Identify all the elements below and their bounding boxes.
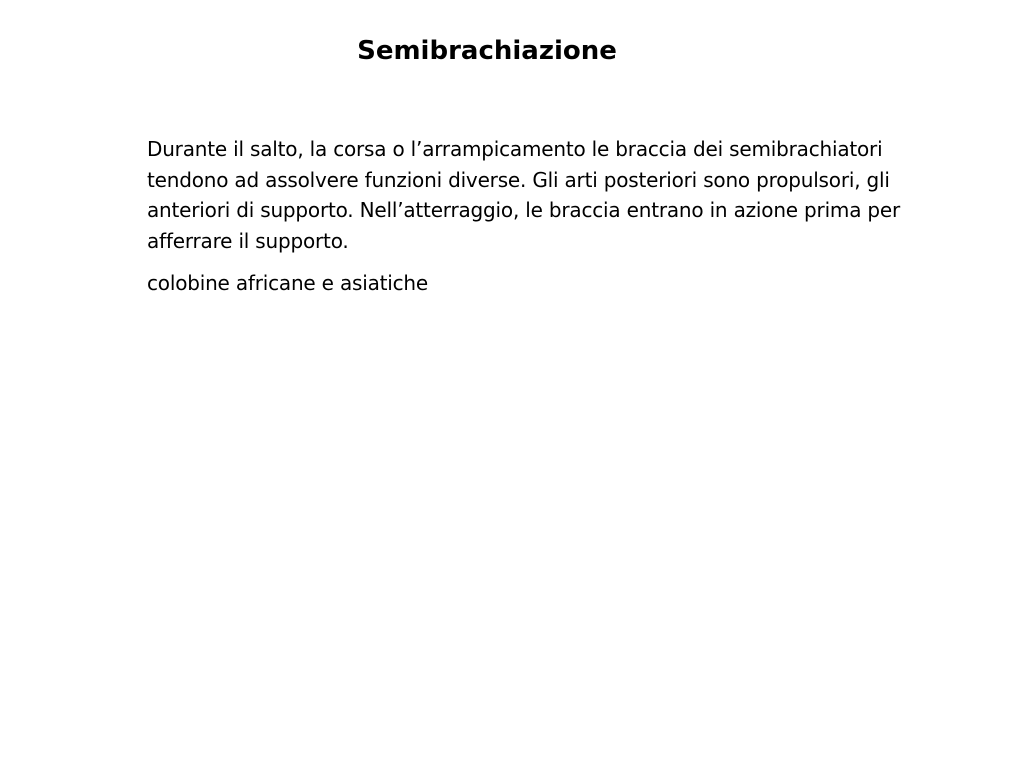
body-paragraph-examples: colobine africane e asiatiche xyxy=(147,271,429,295)
slide-title: Semibrachiazione xyxy=(357,36,617,66)
body-paragraph-main: Durante il salto, la corsa o l’arrampicamento le braccia dei semibrachiatori tendono ad assolvere funzioni diverse. Gli arti posteriori sono propulsori, gli anteriori di supporto. Nell’atterraggio, le braccia entrano in azione prima per afferrare il supporto. xyxy=(147,137,901,253)
slide-body xyxy=(147,134,947,311)
